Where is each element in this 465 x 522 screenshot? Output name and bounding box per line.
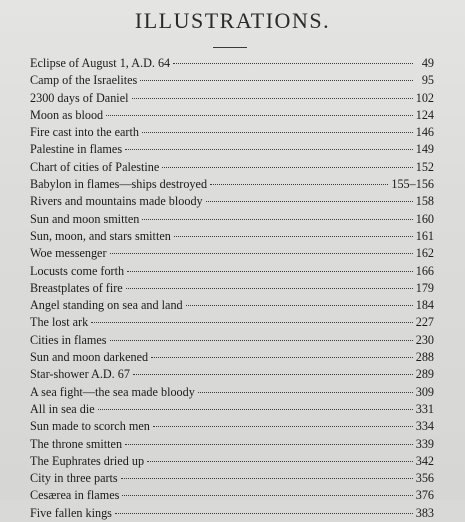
- dot-leader: [133, 373, 413, 375]
- dot-leader: [106, 114, 413, 116]
- list-item: [30, 263, 434, 280]
- entry-page-number: 179: [415, 280, 434, 295]
- entry-page-number: 383: [415, 505, 434, 520]
- list-item: [30, 159, 434, 176]
- entry-label: A sea fight—the sea made bloody: [30, 384, 195, 399]
- entry-page-number: 161: [415, 228, 434, 243]
- dot-leader: [198, 391, 413, 393]
- list-item: [30, 332, 434, 349]
- entry-label: All in sea die: [30, 401, 95, 416]
- dot-leader: [162, 166, 412, 168]
- list-item: [30, 366, 434, 383]
- entry-label: Locusts come forth: [30, 263, 125, 278]
- entry-page-number: 376: [415, 488, 434, 503]
- dot-leader: [125, 148, 413, 150]
- list-item: [30, 124, 434, 141]
- entry-page-number: 102: [415, 90, 434, 105]
- dot-leader: [186, 304, 413, 306]
- entry-label: Sun and moon darkened: [30, 350, 149, 365]
- entry-label: City in three parts: [30, 471, 118, 486]
- entry-page-number: 124: [415, 107, 434, 122]
- entry-label: The lost ark: [30, 315, 89, 330]
- list-item: [30, 55, 434, 72]
- dot-leader: [142, 218, 412, 220]
- dot-leader: [132, 97, 413, 99]
- entry-page-number: 95: [421, 73, 434, 88]
- entry-page-number: 152: [415, 159, 434, 174]
- entry-page-number: 162: [415, 246, 434, 261]
- list-item: [30, 245, 434, 262]
- entry-page-number: 184: [415, 298, 434, 313]
- dot-leader: [91, 321, 413, 323]
- list-item: [30, 384, 434, 401]
- entry-page-number: 331: [415, 401, 434, 416]
- list-item: [30, 176, 434, 193]
- entry-page-number: 49: [421, 56, 434, 70]
- entry-label: Star-shower A.D. 67: [30, 367, 130, 382]
- entry-page-number: 160: [415, 211, 434, 226]
- entry-label: Rivers and mountains made bloody: [30, 194, 203, 209]
- list-item: [30, 487, 434, 504]
- list-item: [30, 418, 434, 435]
- entry-page-number: 339: [415, 436, 434, 451]
- dot-leader: [115, 512, 413, 514]
- dot-leader: [206, 200, 413, 202]
- entry-page-number: 289: [415, 367, 434, 382]
- entry-page-number: 227: [415, 315, 434, 330]
- dot-leader: [147, 460, 413, 462]
- entry-label: The throne smitten: [30, 436, 123, 451]
- entry-label: Eclipse of August 1, A.D. 64: [30, 56, 171, 70]
- entry-page-number: 146: [415, 125, 434, 140]
- entry-label: Fire cast into the earth: [30, 125, 139, 140]
- dot-leader: [121, 477, 413, 479]
- entry-page-number: 158: [415, 194, 434, 209]
- dot-leader: [127, 270, 413, 272]
- dot-leader: [110, 339, 413, 341]
- entry-label: Babylon in flames—ships destroyed: [30, 177, 208, 192]
- list-item: [30, 141, 434, 158]
- dot-leader: [151, 356, 413, 358]
- entry-label: Cesærea in flames: [30, 488, 120, 503]
- list-item: [30, 72, 434, 89]
- entry-label: Sun, moon, and stars smitten: [30, 228, 171, 243]
- list-item: [30, 90, 434, 107]
- list-item: [30, 470, 434, 487]
- entry-label: Palestine in flames: [30, 142, 123, 157]
- dot-leader: [174, 235, 413, 237]
- entry-label: Breastplates of fire: [30, 280, 123, 295]
- entry-page-number: 342: [415, 453, 434, 468]
- list-item: [30, 401, 434, 418]
- entry-label: Chart of cities of Palestine: [30, 159, 160, 174]
- list-item: [30, 314, 434, 331]
- list-item: [30, 297, 434, 314]
- list-item: [30, 107, 434, 124]
- dot-leader: [98, 408, 413, 410]
- list-item: [30, 193, 434, 210]
- list-item: [30, 211, 434, 228]
- dot-leader: [142, 131, 413, 133]
- entry-page-number: 288: [415, 350, 434, 365]
- entry-label: Sun made to scorch men: [30, 419, 150, 434]
- dot-leader: [110, 252, 413, 254]
- entry-label: Woe messenger: [30, 246, 107, 261]
- entry-label: Cities in flames: [30, 332, 107, 347]
- entry-page-number: 155–156: [391, 177, 434, 192]
- entry-label: Five fallen kings: [30, 505, 112, 520]
- dot-leader: [153, 425, 413, 427]
- dot-leader: [173, 62, 413, 64]
- dot-leader: [122, 494, 412, 496]
- list-item: [30, 228, 434, 245]
- list-item: [30, 436, 434, 453]
- entry-label: 2300 days of Daniel: [30, 90, 129, 105]
- dot-leader: [125, 443, 413, 445]
- entry-label: The Euphrates dried up: [30, 453, 145, 468]
- entry-page-number: 309: [415, 384, 434, 399]
- entry-page-number: 334: [415, 419, 434, 434]
- page-title: ILLUSTRATIONS.: [134, 8, 331, 33]
- entry-label: Sun and moon smitten: [30, 211, 140, 226]
- entry-label: Moon as blood: [30, 107, 104, 122]
- illustrations-list: [30, 55, 434, 522]
- title-divider: [213, 47, 247, 48]
- list-item: [30, 349, 434, 366]
- entry-label: Angel standing on sea and land: [30, 298, 183, 313]
- list-item: [30, 453, 434, 470]
- list-item: [30, 505, 434, 522]
- entry-page-number: 230: [415, 332, 434, 347]
- dot-leader: [126, 287, 413, 289]
- dot-leader: [140, 79, 413, 81]
- dot-leader: [210, 183, 388, 185]
- entry-page-number: 356: [415, 471, 434, 486]
- entry-label: Camp of the Israelites: [30, 73, 138, 88]
- entry-page-number: 166: [415, 263, 434, 278]
- entry-page-number: 149: [415, 142, 434, 157]
- list-item: [30, 280, 434, 297]
